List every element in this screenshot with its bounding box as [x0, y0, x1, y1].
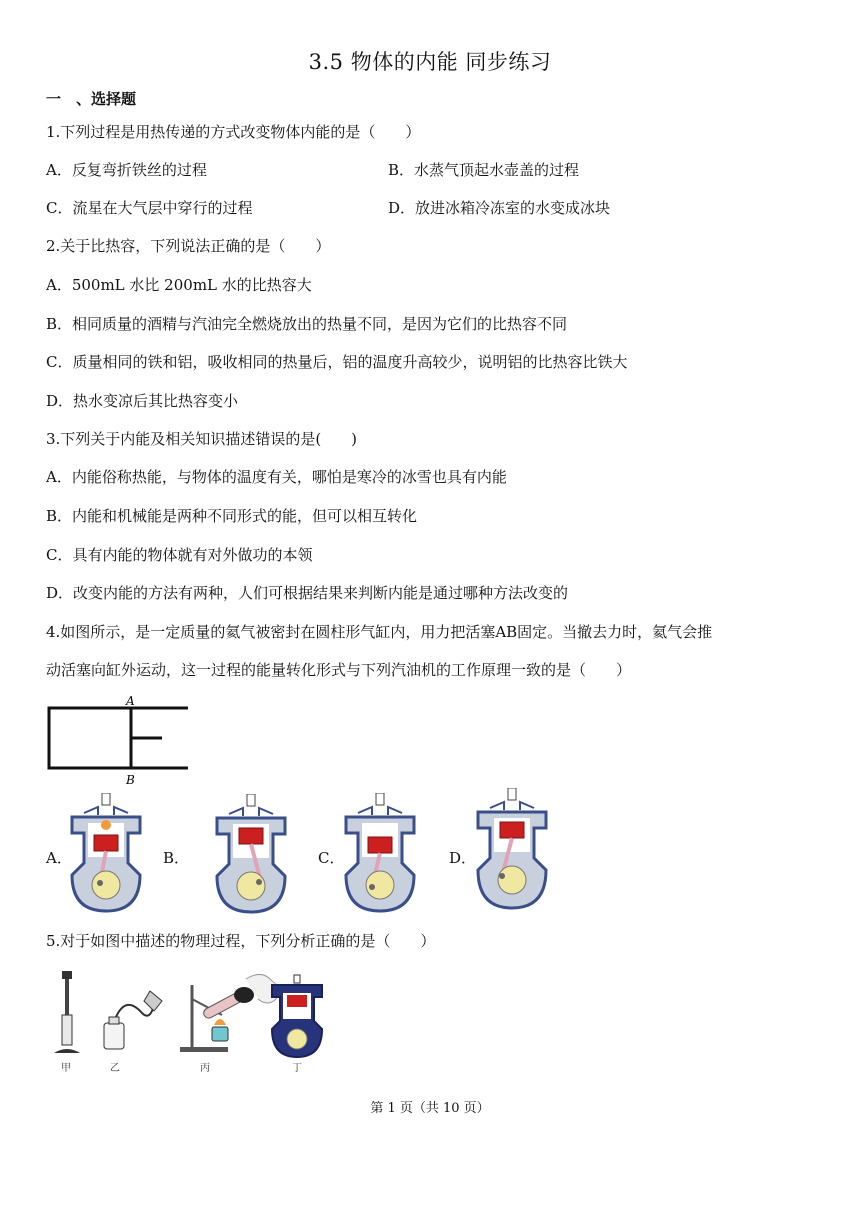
- q1-option-d: D．放进冰箱冷冻室的水变成冰块: [388, 199, 611, 217]
- q1-stem: 1.下列过程是用热传递的方式改变物体内能的是（ ）: [46, 123, 421, 141]
- q4-stem-line1: 4.如图所示，是一定质量的氦气被密封在圆柱形气缸内，用力把活塞AB固定。当撤去力时，氦气会推: [46, 623, 713, 641]
- engine-diagram-a: [66, 793, 146, 915]
- label-a: A: [126, 696, 135, 708]
- cylinder-figure: [44, 696, 194, 788]
- q2-option-d: D．热水变凉后其比热容变小: [46, 392, 239, 410]
- q5-figure: [46, 965, 336, 1077]
- q1-option-a: A．反复弯折铁丝的过程: [46, 161, 207, 179]
- q3-option-b: B．内能和机械能是两种不同形式的能，但可以相互转化: [46, 507, 418, 525]
- q1-option-b: B．水蒸气顶起水壶盖的过程: [388, 161, 580, 179]
- caption-ding: 丁: [292, 1063, 302, 1074]
- q1-option-c: C．流星在大气层中穿行的过程: [46, 199, 253, 217]
- q2-option-b: B．相同质量的酒精与汽油完全燃烧放出的热量不同，是因为它们的比热容不同: [46, 315, 568, 333]
- caption-bing: 丙: [200, 1063, 210, 1074]
- label-b: B: [126, 773, 135, 787]
- q3-option-c: C．具有内能的物体就有对外做功的本领: [46, 546, 313, 564]
- q5-stem: 5.对于如图中描述的物理过程，下列分析正确的是（ ）: [46, 932, 436, 950]
- engine-diagram-c: [340, 793, 420, 915]
- caption-yi: 乙: [110, 1063, 120, 1074]
- q2-stem: 2.关于比热容，下列说法正确的是（ ）: [46, 237, 331, 255]
- engine-diagram-b: [211, 794, 291, 916]
- page-footer: 第 1 页（共 10 页）: [370, 1101, 490, 1116]
- cylinder-wall: [49, 708, 188, 768]
- caption-jia: 甲: [61, 1063, 71, 1074]
- q2-option-a: A．500mL 水比 200mL 水的比热容大: [46, 276, 312, 294]
- q4-option-d-label: D．: [449, 849, 477, 867]
- q4-option-c-label: C．: [318, 849, 345, 867]
- q3-option-d: D．改变内能的方法有两种，人们可根据结果来判断内能是通过哪种方法改变的: [46, 584, 569, 602]
- q2-option-c: C．质量相同的铁和铝，吸收相同的热量后，铝的温度升高较少，说明铝的比热容比铁大: [46, 353, 628, 371]
- section-heading: 一 、选择题: [46, 90, 137, 108]
- q4-option-b-label: B．: [163, 849, 190, 867]
- q3-option-a: A．内能俗称热能，与物体的温度有关，哪怕是寒冷的冰雪也具有内能: [46, 468, 507, 486]
- q3-stem: 3.下列关于内能及相关知识描述错误的是( ): [46, 430, 358, 448]
- engine-diagram-d: [472, 788, 552, 912]
- q4-option-a-label: A．: [46, 849, 72, 867]
- q4-stem-line2: 动活塞向缸外运动，这一过程的能量转化形式与下列汽油机的工作原理一致的是（ ）: [46, 661, 632, 679]
- page-title: 3.5 物体的内能 同步练习: [308, 50, 552, 74]
